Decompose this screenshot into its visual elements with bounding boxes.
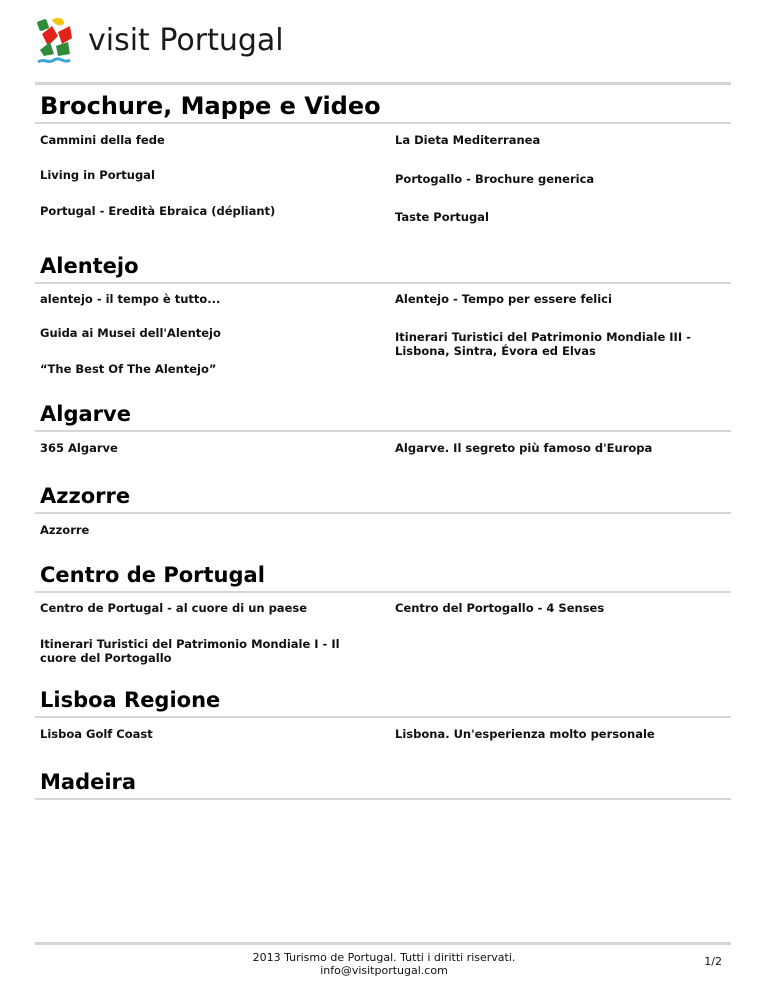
- page-number: 1/2: [704, 955, 722, 968]
- brochure-link[interactable]: Azzorre: [40, 523, 90, 537]
- section-title: Alentejo: [40, 254, 139, 278]
- brochure-link[interactable]: Centro del Portogallo - 4 Senses: [395, 601, 605, 615]
- logo-text: visit Portugal: [88, 23, 284, 58]
- visit-portugal-logo[interactable]: [36, 14, 356, 72]
- section-divider: [35, 512, 731, 514]
- footer-divider: [35, 942, 731, 945]
- section-divider: [35, 716, 731, 718]
- footer-email[interactable]: info@visitportugal.com: [320, 964, 448, 977]
- section-divider: [35, 798, 731, 800]
- section-title: Madeira: [40, 770, 137, 794]
- brochure-link[interactable]: Guida ai Musei dell'Alentejo: [40, 326, 221, 340]
- section-title: Algarve: [40, 402, 131, 426]
- section-divider: [35, 430, 731, 432]
- section-title: Brochure, Mappe e Video: [40, 92, 381, 120]
- section-title: Azzorre: [40, 484, 131, 508]
- section-title: Lisboa Regione: [40, 688, 221, 712]
- header-divider: [35, 82, 731, 85]
- brochure-link[interactable]: Itinerari Turistici del Patrimonio Mondiale III - Lisbona, Sintra, Évora ed Elvas: [395, 330, 691, 358]
- brochure-link[interactable]: Lisboa Golf Coast: [40, 727, 153, 741]
- brochure-link[interactable]: Alentejo - Tempo per essere felici: [395, 292, 612, 306]
- section-divider: [35, 282, 731, 284]
- brochure-link[interactable]: Taste Portugal: [395, 210, 489, 224]
- brochure-link[interactable]: “The Best Of The Alentejo”: [40, 362, 217, 376]
- brochure-link[interactable]: Centro de Portugal - al cuore di un paese: [40, 601, 308, 615]
- logo-emblem-icon: [37, 18, 72, 62]
- brochure-link[interactable]: Cammini della fede: [40, 133, 165, 147]
- brochure-link[interactable]: Algarve. Il segreto più famoso d'Europa: [395, 441, 653, 455]
- section-divider: [35, 122, 731, 124]
- section-divider: [35, 591, 731, 593]
- brochure-link[interactable]: La Dieta Mediterranea: [395, 133, 541, 147]
- brochure-link[interactable]: alentejo - il tempo è tutto...: [40, 292, 221, 306]
- footer: [0, 951, 768, 977]
- brochure-link[interactable]: Portogallo - Brochure generica: [395, 172, 595, 186]
- brochure-link[interactable]: Lisbona. Un'esperienza molto personale: [395, 727, 655, 741]
- brochure-link[interactable]: Itinerari Turistici del Patrimonio Mondiale I - Il cuore del Portogallo: [40, 637, 340, 665]
- brochure-link[interactable]: Living in Portugal: [40, 168, 155, 182]
- brochure-link[interactable]: Portugal - Eredità Ebraica (dépliant): [40, 204, 276, 218]
- footer-copyright: 2013 Turismo de Portugal. Tutti i diritti riservati.: [252, 951, 516, 964]
- brochure-link[interactable]: 365 Algarve: [40, 441, 118, 455]
- section-title: Centro de Portugal: [40, 563, 265, 587]
